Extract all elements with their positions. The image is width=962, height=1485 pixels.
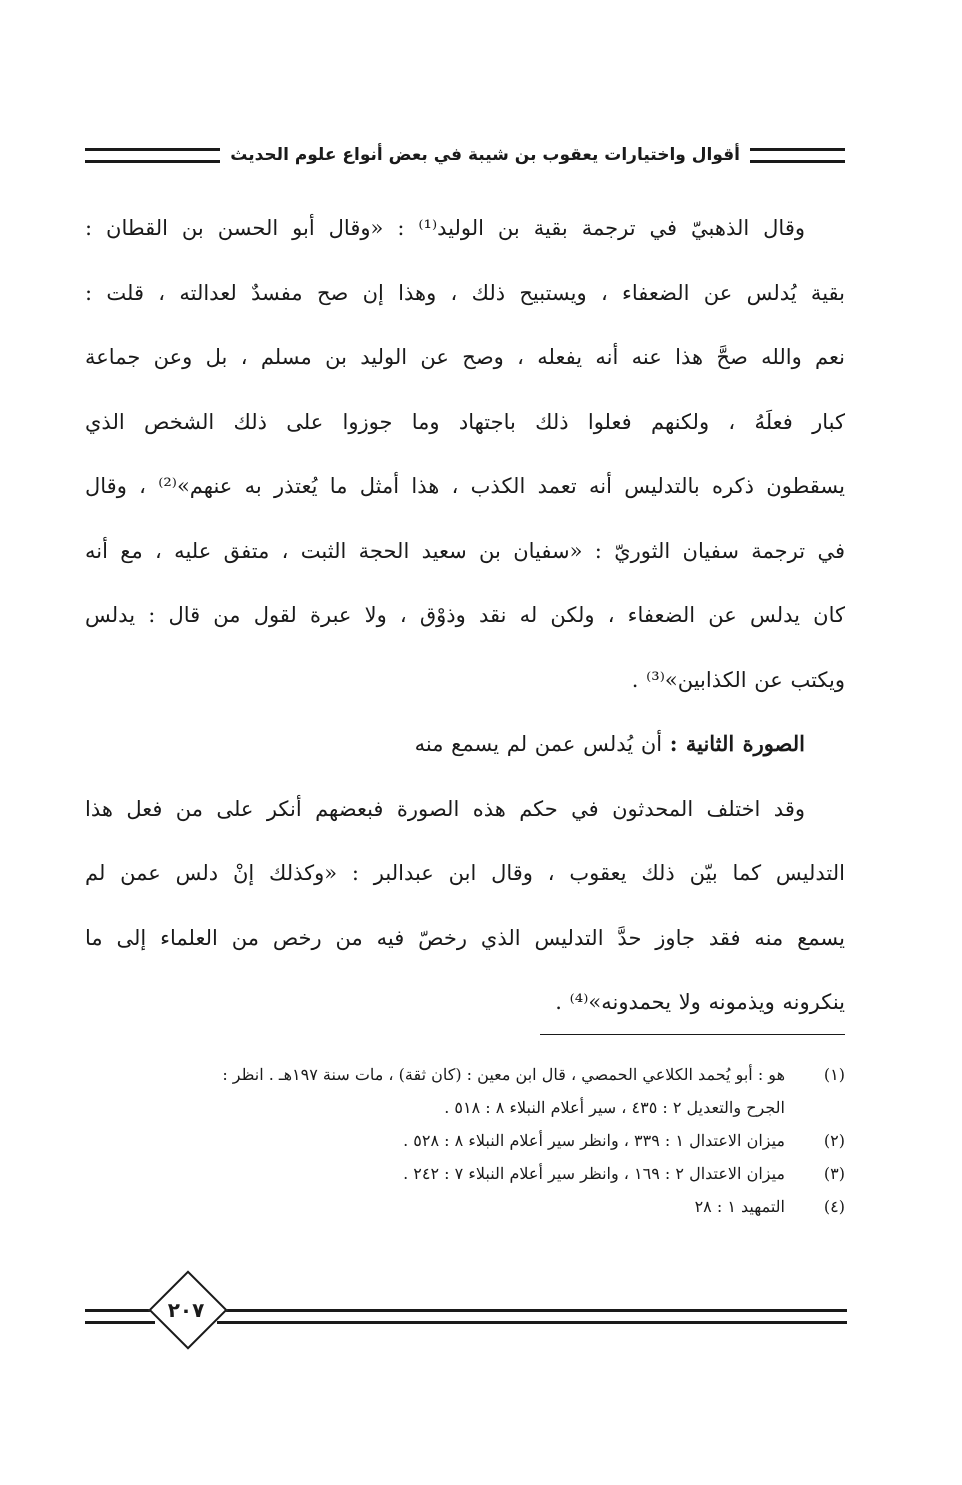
text-line: يسقطون ذكره بالتدليس أنه تعمد الكذب ، هذا أمثل ما يُعتذر به عنهم»⁽²⁾ ، وقال [85,474,845,498]
footnote-text: ميزان الاعتدال ١ : ٣٣٩ ، وانظر سير أعلام النبلاء ٨ : ٥٢٨ . [403,1131,785,1150]
running-header [85,140,845,170]
footnote-separator [540,1034,845,1035]
text-line: وقال الذهبيّ في ترجمة بقية بن الوليد⁽¹⁾ : «وقال أبو الحسن بن القطان : [85,216,805,240]
header-rule-left [85,148,220,163]
footnote [85,1058,845,1091]
footnotes [85,1058,845,1223]
header-rule-right [750,148,845,163]
section-heading-line [85,712,845,777]
page-footer [85,1277,847,1353]
footnote-number: (٢) [823,1131,845,1150]
footer-rule-left [85,1309,155,1324]
footnote-number: (٣) [823,1164,845,1183]
text-line: ينكرونه ويذمونه ولا يحمدونه»⁽⁴⁾ . [555,990,845,1014]
text-line: كبار فعلَهُ ، ولكنهم فعلوا ذلك باجتهاد وما جوزوا على ذلك الشخص الذي [85,409,845,434]
footer-rule-right [217,1309,847,1324]
text-line: ويكتب عن الكذابين»⁽³⁾ . [631,667,845,692]
text-line: يسمع منه فقد جاوز حدَّ التدليس الذي رخصّ فيه من رخص من العلماء إلى ما [85,925,845,950]
text-line: نعم والله صحَّ هذا عنه أنه يفعله ، وصح عن الوليد بن مسلم ، بل وعن جماعة [85,345,845,369]
main-text [85,196,845,1035]
text-line: بقية يُدلس عن الضعفاء ، ويستبيح ذلك ، وهذا إن صح مفسدٌ لعدالته ، قلت : [85,280,845,305]
text-line: في ترجمة سفيان الثوريّ : «سفيان بن سعيد الحجة الثبت ، متفق عليه ، مع أنه [85,538,845,563]
footnote-text: ميزان الاعتدال ٢ : ١٦٩ ، وانظر سير أعلام النبلاء ٧ : ٢٤٢ . [403,1164,785,1183]
page-number: ٢٠٧ [167,1298,205,1322]
text-line: التدليس كما بيّن ذلك يعقوب ، وقال ابن عبدالبر : «وكذلك إنْ دلس عمن لم [85,861,845,885]
section-text: أن يُدلس عمن لم يسمع منه [414,732,663,756]
footnote [85,1157,845,1190]
footnote [85,1190,845,1223]
text-line: كان يدلس عن الضعفاء ، ولكن له نقد وذوْق ، ولا عبرة لقول من قال : يدلس [85,603,845,627]
section-label: الصورة الثانية : [669,731,805,756]
footnote [85,1124,845,1157]
footnote-continuation: الجرح والتعديل ٢ : ٤٣٥ ، سير أعلام النبلاء ٨ : ٥١٨ . [444,1098,785,1117]
text-line: وقد اختلف المحدثون في حكم هذه الصورة فبعضهم أنكر على من فعل هذا [85,796,805,821]
footnote-text: التمهيد ١ : ٢٨ [694,1197,785,1216]
header-title: أقوال واختيارات يعقوب بن شيبة في بعض أنواع علوم الحديث [230,145,740,165]
footnote-number: (١) [823,1065,845,1084]
footnote-text: هو : أبو يُحمد الكلاعي الحمصي ، قال ابن معين : (كان ثقة) ، مات سنة ١٩٧هـ . انظر : [222,1065,785,1084]
footnote-number: (٤) [823,1197,845,1216]
